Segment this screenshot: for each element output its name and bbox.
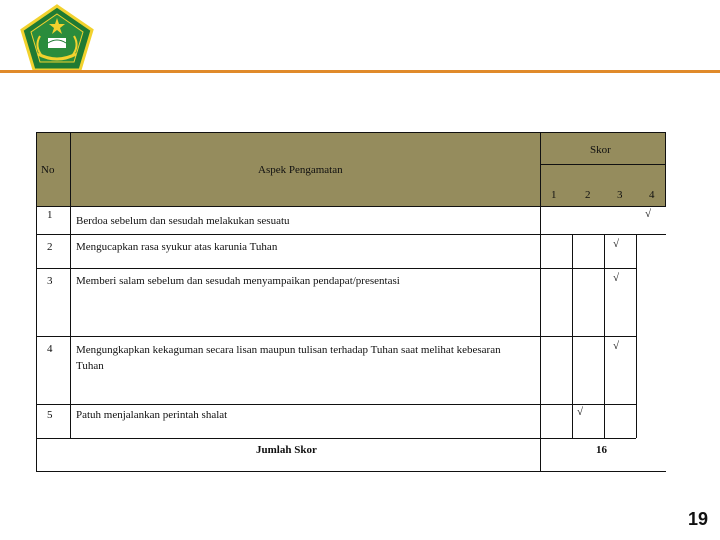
- header-no: No: [41, 164, 55, 176]
- header-score-3: 3: [617, 189, 623, 201]
- row-1-no: 1: [47, 209, 53, 221]
- row-5-no: 5: [47, 409, 53, 421]
- row-2-check: √: [613, 238, 620, 250]
- header-aspek: Aspek Pengamatan: [258, 164, 343, 176]
- row-4-check: √: [613, 340, 620, 352]
- row-4-aspek: Mengungkapkan kekaguman secara lisan maupun tulisan terhadap Tuhan saat melihat kebesaran Tuhan: [76, 344, 501, 372]
- row-3-check: √: [613, 272, 620, 284]
- header-skor: Skor: [590, 144, 611, 156]
- page-number: 19: [687, 509, 708, 529]
- total-value: 16: [596, 444, 607, 456]
- row-2-aspek: Mengucapkan rasa syukur atas karunia Tuhan: [76, 241, 278, 253]
- header-score-1: 1: [551, 189, 557, 201]
- header-score-4: 4: [649, 189, 655, 201]
- row-1-aspek: Berdoa sebelum dan sesudah melakukan sesuatu: [76, 215, 290, 227]
- row-1-check: √: [645, 208, 652, 220]
- row-3-no: 3: [47, 275, 53, 287]
- row-5-aspek: Patuh menjalankan perintah shalat: [76, 409, 228, 421]
- ministry-logo: [20, 4, 94, 72]
- header-score-2: 2: [585, 189, 591, 201]
- row-5-check: √: [577, 406, 584, 418]
- row-4-no: 4: [47, 343, 53, 355]
- header-rule: [0, 70, 720, 73]
- row-2-no: 2: [47, 241, 53, 253]
- assessment-table: [36, 132, 666, 472]
- row-3-aspek: Memberi salam sebelum dan sesudah menyampaikan pendapat/presentasi: [76, 275, 400, 287]
- total-label: Jumlah Skor: [256, 444, 317, 456]
